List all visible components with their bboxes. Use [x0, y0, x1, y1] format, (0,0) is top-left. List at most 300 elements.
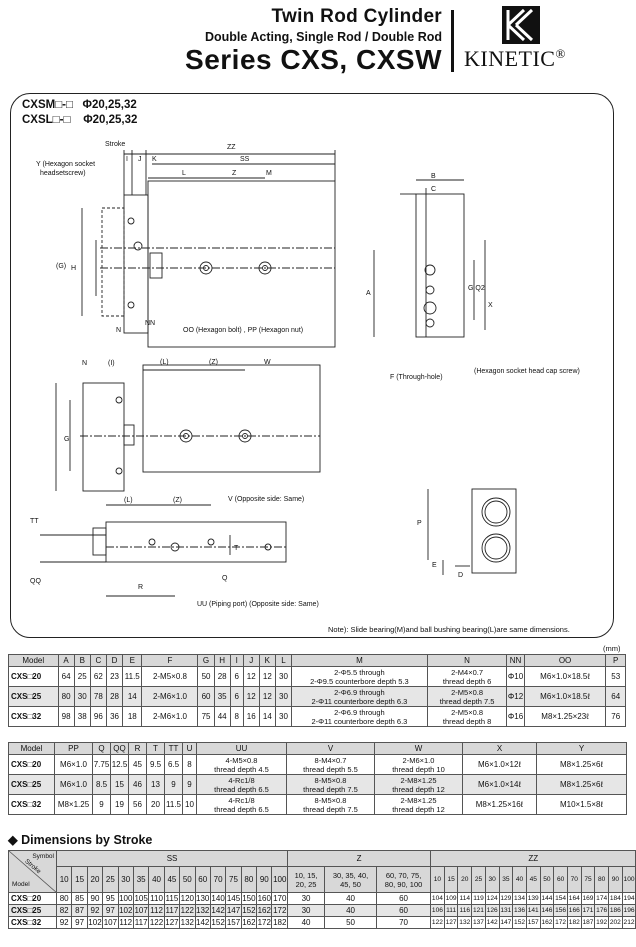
table-cell: 164 — [567, 893, 581, 905]
table-cell: 102 — [88, 917, 102, 927]
label-stroke: Stroke — [105, 141, 126, 148]
label-z-par2: (Z) — [173, 497, 182, 504]
body-top — [148, 181, 335, 347]
dimension-table-1 — [8, 654, 626, 727]
header-cell: J — [243, 655, 259, 667]
stroke-header: 15 — [444, 867, 458, 893]
header-cell: P — [606, 655, 626, 667]
label-z-par: (Z) — [209, 359, 218, 366]
table-cell: 129 — [499, 893, 513, 905]
table-cell: 145 — [226, 893, 241, 903]
header-cell: QQ — [111, 743, 129, 755]
header-cell: L — [275, 655, 291, 667]
table-cell: 162 — [257, 905, 271, 915]
stroke-header: 40 — [513, 867, 527, 893]
label-ss: SS — [240, 156, 250, 163]
table-cell: 2-M8×1.25 thread depth 12 — [375, 795, 463, 815]
table-cell: 30 — [275, 707, 291, 727]
table-cell: 115 — [165, 893, 179, 903]
subtitle: Double Acting, Single Rod / Double Rod — [204, 30, 442, 44]
table-cell: 131 — [499, 905, 513, 917]
stroke-header: 60 — [554, 867, 568, 893]
label-g-par: (G) — [56, 263, 67, 270]
table-cell: 9 — [183, 775, 197, 795]
label-j: J — [138, 156, 142, 163]
bore-sizes: Φ20,25,32 — [82, 99, 137, 111]
table-cell: 4-M5×0.8 thread depth 4.5 — [197, 755, 287, 775]
table-cell: 80 — [58, 687, 74, 707]
side-view — [416, 194, 464, 337]
stroke-header: 50 — [540, 867, 554, 893]
stroke-header: 80 — [595, 867, 609, 893]
table-cell: 30 — [275, 667, 291, 687]
header-cell: G — [198, 655, 214, 667]
stroke-header: 75 — [226, 867, 241, 893]
table-cell: 121 — [472, 905, 486, 917]
stroke-header: 20 — [87, 867, 102, 893]
dimension-table-2 — [8, 742, 627, 815]
table-cell: CXS□25 — [9, 905, 57, 917]
table-cell: Φ12 — [507, 687, 524, 707]
table-row — [9, 795, 627, 815]
label-d: D — [458, 572, 464, 579]
stroke-group-header: 30, 35, 40, 45, 50 — [325, 867, 377, 893]
front-end-plate — [83, 383, 124, 491]
table-cell: CXS□20 — [9, 667, 59, 687]
label-f-hole: F (Through-hole) — [390, 374, 443, 381]
table-cell: 10 — [183, 795, 197, 815]
label-p: P — [417, 520, 422, 527]
table-cell: 2-Φ6.9 through 2-Φ11 counterbore depth 6.3 — [292, 707, 428, 727]
stroke-header: 75 — [581, 867, 595, 893]
table-cell: 142 — [485, 917, 499, 929]
table-cell: 156 — [554, 905, 568, 917]
table-cell: 30 — [74, 687, 90, 707]
label-c: C — [431, 186, 437, 193]
label-n: N — [116, 327, 122, 334]
table-cell: 8-M4×0.7 thread depth 5.5 — [287, 755, 375, 775]
table-cell: 174 — [595, 893, 609, 905]
label-tt: TT — [30, 518, 39, 525]
corner-cell — [9, 851, 57, 893]
table-cell: 78 — [90, 687, 106, 707]
stroke-header: 100 — [622, 867, 636, 893]
table-cell: 11.5 — [165, 795, 183, 815]
table-cell: 13 — [147, 775, 165, 795]
table-cell: CXS□25 — [9, 687, 59, 707]
stroke-section-title-text: Dimensions by Stroke — [21, 833, 153, 847]
header-cell: W — [375, 743, 463, 755]
front-body — [143, 365, 320, 472]
end-plate-top — [124, 195, 148, 333]
stroke-header: 35 — [133, 867, 148, 893]
table-cell: M6×1.0×12ℓ — [463, 755, 537, 775]
group-header-ss: SS — [57, 851, 288, 867]
table-cell: 112 — [150, 905, 163, 915]
label-r: R — [138, 584, 144, 591]
group-header-z: Z — [288, 851, 431, 867]
table-cell: 98 — [58, 707, 74, 727]
stroke-header: 45 — [164, 867, 179, 893]
label-x: X — [488, 302, 493, 309]
table-cell: 186 — [609, 905, 623, 917]
table-cell: 80 — [57, 893, 72, 905]
bottom-end-plate — [93, 528, 106, 555]
table-cell: 96 — [90, 707, 106, 727]
table-cell: 18 — [123, 707, 142, 727]
table-cell: 152 — [513, 917, 527, 929]
table-cell: CXS□20 — [9, 893, 57, 905]
table-cell: 127 — [165, 917, 179, 927]
header-cell: C — [90, 655, 106, 667]
table-cell: 107 — [103, 917, 118, 927]
table-cell: 122 — [180, 905, 194, 915]
table-cell: 105 — [134, 893, 148, 903]
label-g: G — [64, 436, 70, 443]
table-header-row — [9, 743, 627, 755]
table-cell: 157 — [226, 917, 241, 927]
table-cell: 107 — [134, 905, 148, 915]
table-cell: 75 — [198, 707, 214, 727]
label-qq: QQ — [30, 578, 41, 585]
table-cell: 92 — [87, 905, 102, 917]
header-cell: I — [230, 655, 243, 667]
table-cell: 9.5 — [147, 755, 165, 775]
table-cell: 102 — [119, 905, 133, 915]
label-l-par: (L) — [160, 359, 169, 366]
table-cell: 172 — [257, 917, 271, 927]
table-cell: Φ10 — [507, 667, 524, 687]
stroke-group-header: 60, 70, 75, 80, 90, 100 — [377, 867, 431, 893]
table-row — [9, 687, 626, 707]
table-cell: 8-M5×0.8 thread depth 7.5 — [287, 795, 375, 815]
stroke-header: 100 — [272, 867, 288, 893]
table-cell: 30 — [275, 687, 291, 707]
table-cell: 50 — [325, 917, 377, 929]
table-cell: CXS□32 — [9, 707, 59, 727]
table-cell: 119 — [472, 893, 486, 905]
stroke-section-title: ◆ Dimensions by Stroke — [8, 833, 153, 847]
table-cell: 176 — [595, 905, 609, 917]
table-cell: 14 — [259, 707, 275, 727]
table-cell: 136 — [513, 905, 527, 917]
label-l-par2: (L) — [124, 497, 133, 504]
header-cell: F — [142, 655, 198, 667]
table-cell: 2-M5×0.8 thread depth 7.5 — [427, 687, 507, 707]
table-cell: 182 — [567, 917, 581, 929]
header-cell: N — [427, 655, 507, 667]
table-cell: M6×1.0×18.5ℓ — [524, 687, 606, 707]
table-cell: 140 — [211, 893, 225, 903]
stroke-header: 30 — [485, 867, 499, 893]
table-cell: 2-M5×0.8 — [142, 667, 198, 687]
table-cell: 2-M5×0.8 thread depth 8 — [427, 707, 507, 727]
table-cell: 90 — [87, 893, 102, 905]
table-cell: 45 — [129, 755, 147, 775]
stroke-header: 60 — [195, 867, 210, 893]
table-cell: 170 — [273, 893, 287, 903]
table-cell: 19 — [111, 795, 129, 815]
stroke-header: 15 — [72, 867, 87, 893]
model-code: CXSM□-□ — [22, 99, 73, 111]
stroke-header: 10 — [431, 867, 445, 893]
table-cell: 60 — [377, 905, 431, 917]
table-cell: 12 — [259, 667, 275, 687]
table-cell: 2-M8×1.25 thread depth 12 — [375, 775, 463, 795]
table-cell: 137 — [472, 917, 486, 929]
table-cell: 202 — [609, 917, 623, 929]
table-cell: 97 — [103, 905, 118, 917]
table-cell: 16 — [243, 707, 259, 727]
table-cell: 35 — [214, 687, 230, 707]
table-cell: CXS□32 — [9, 795, 55, 815]
table-cell: 70 — [377, 917, 431, 929]
table-cell: 112 — [119, 917, 133, 927]
table-cell: 122 — [149, 917, 164, 927]
stroke-header: 50 — [180, 867, 195, 893]
table-cell: 6 — [230, 687, 243, 707]
brand-text: KINETIC — [464, 46, 556, 71]
header-cell: OO — [524, 655, 606, 667]
table-cell: 12 — [243, 687, 259, 707]
table-cell: 2-M6×1.0 — [142, 707, 198, 727]
label-m: M — [266, 170, 272, 177]
table-cell: 12 — [243, 667, 259, 687]
table-cell: 25 — [74, 667, 90, 687]
label-h: H — [71, 265, 77, 272]
table-cell: 28 — [214, 667, 230, 687]
header-cell: Model — [9, 655, 59, 667]
table-cell: 40 — [325, 905, 377, 917]
table-cell: CXS□32 — [9, 917, 57, 929]
table-cell: 160 — [257, 893, 271, 903]
table-cell: 8.5 — [93, 775, 111, 795]
bore-sizes: Φ20,25,32 — [83, 114, 138, 126]
header-cell: T — [147, 743, 165, 755]
table-cell: 76 — [606, 707, 626, 727]
header-cell: Q — [93, 743, 111, 755]
table-cell: 30 — [288, 905, 325, 917]
table-cell: 2-Φ5.5 through 2-Φ9.5 counterbore depth 5.3 — [292, 667, 428, 687]
table-cell: 116 — [458, 905, 472, 917]
table-cell: 14 — [123, 687, 142, 707]
table-row — [9, 917, 636, 929]
table-cell: M8×1.25×16ℓ — [463, 795, 537, 815]
table-cell: M6×1.0×14ℓ — [463, 775, 537, 795]
table-cell: 172 — [554, 917, 568, 929]
stroke-header: 10 — [57, 867, 72, 893]
group-header-zz: ZZ — [431, 851, 636, 867]
table-cell: 132 — [196, 905, 210, 915]
label-k: K — [152, 156, 157, 163]
table-cell: 162 — [540, 917, 554, 929]
stroke-header: 90 — [257, 867, 272, 893]
header-cell: UU — [197, 743, 287, 755]
table-cell: 192 — [595, 917, 609, 929]
table-cell: 4-Rc1/8 thread depth 6.5 — [197, 795, 287, 815]
table-cell: M6×1.0×18.5ℓ — [524, 667, 606, 687]
table-cell: 20 — [147, 795, 165, 815]
header-cell: A — [58, 655, 74, 667]
table-cell: M10×1.5×8ℓ — [537, 795, 627, 815]
table-cell: 4-Rc1/8 thread depth 6.5 — [197, 775, 287, 795]
table-cell: 146 — [540, 905, 554, 917]
label-t: T — [234, 545, 239, 552]
table-cell: 11.5 — [123, 667, 142, 687]
stroke-header: 45 — [526, 867, 540, 893]
table-cell: 82 — [57, 905, 72, 917]
table-cell: 87 — [72, 905, 87, 917]
stroke-header: 30 — [118, 867, 133, 893]
corner-corner_stroke: Stroke — [23, 857, 43, 876]
table-cell: 8-M5×0.8 thread depth 7.5 — [287, 775, 375, 795]
header-cell: E — [123, 655, 142, 667]
table-cell: 85 — [72, 893, 87, 905]
table-cell: M8×1.25×6ℓ — [537, 755, 627, 775]
header-cell: Model — [9, 743, 55, 755]
label-oo-pp: OO (Hexagon bolt) , PP (Hexagon nut) — [183, 327, 304, 334]
table-cell: 12.5 — [111, 755, 129, 775]
label-n2: N — [82, 360, 88, 367]
header-cell: PP — [55, 743, 93, 755]
bottom-body — [106, 522, 286, 562]
table-cell: 157 — [526, 917, 540, 929]
table-cell: 117 — [134, 917, 148, 927]
table-cell: 194 — [622, 893, 636, 905]
table-cell: 139 — [526, 893, 540, 905]
table-cell: 142 — [196, 917, 210, 927]
table-cell: 7.75 — [93, 755, 111, 775]
label-y-hex: Y (Hexagon socket — [36, 161, 96, 168]
table-row — [9, 707, 626, 727]
table-cell: 106 — [431, 905, 445, 917]
label-w: W — [264, 359, 271, 366]
table-cell: 12 — [259, 687, 275, 707]
table-cell: 130 — [196, 893, 210, 903]
table-cell: 8 — [230, 707, 243, 727]
table-cell: 30 — [288, 893, 325, 905]
table-cell: 104 — [431, 893, 445, 905]
table-row — [9, 905, 636, 917]
label-l: L — [182, 170, 186, 177]
header-cell: X — [463, 743, 537, 755]
header-cell: U — [183, 743, 197, 755]
header-cell: R — [129, 743, 147, 755]
header-cell: NN — [507, 655, 524, 667]
table-cell: Φ16 — [507, 707, 524, 727]
stroke-header: 70 — [567, 867, 581, 893]
table-header-row — [9, 867, 636, 893]
table-cell: 9 — [93, 795, 111, 815]
table-cell: CXS□25 — [9, 775, 55, 795]
table-cell: 162 — [242, 917, 256, 927]
table-cell: 124 — [485, 893, 499, 905]
header-cell: K — [259, 655, 275, 667]
table-cell: 132 — [180, 917, 194, 927]
table-cell: 2-Φ6.9 through 2-Φ11 counterbore depth 6.3 — [292, 687, 428, 707]
label-i-par: (I) — [108, 360, 115, 367]
table-cell: 64 — [606, 687, 626, 707]
table-cell: 50 — [198, 667, 214, 687]
header-cell: V — [287, 743, 375, 755]
table-cell: 6 — [230, 667, 243, 687]
table-cell: M6×1.0 — [55, 775, 93, 795]
header-cell: Y — [537, 743, 627, 755]
table-cell: 46 — [129, 775, 147, 795]
table-cell: 109 — [444, 893, 458, 905]
table-cell: 152 — [242, 905, 256, 915]
stroke-header: 35 — [499, 867, 513, 893]
table-header-row — [9, 655, 626, 667]
label-y-hex2: headsetscrew) — [40, 170, 86, 177]
table-cell: 36 — [106, 707, 122, 727]
table-cell: 122 — [431, 917, 445, 929]
table-cell: 60 — [377, 893, 431, 905]
table-cell: 147 — [499, 917, 513, 929]
table-cell: 114 — [458, 893, 472, 905]
table-cell: 212 — [622, 917, 636, 929]
table-cell: 40 — [288, 917, 325, 929]
label-a: A — [366, 290, 371, 297]
registered-mark: ® — [555, 46, 566, 61]
label-hex-cap: (Hexagon socket head cap screw) — [474, 368, 580, 375]
table-cell: 147 — [226, 905, 241, 915]
table-cell: 152 — [211, 917, 225, 927]
table-cell: 141 — [526, 905, 540, 917]
title: Twin Rod Cylinder — [271, 6, 442, 27]
series-title: Series CXS, CXSW — [185, 44, 442, 75]
stroke-header: 90 — [609, 867, 623, 893]
table-cell: 100 — [119, 893, 133, 903]
table-cell: 182 — [273, 917, 287, 927]
table-cell: 187 — [581, 917, 595, 929]
table-cell: 184 — [609, 893, 623, 905]
table-cell: 9 — [165, 775, 183, 795]
table-cell: 150 — [242, 893, 256, 903]
table-cell: 111 — [444, 905, 458, 917]
header-cell: D — [106, 655, 122, 667]
header-cell: B — [74, 655, 90, 667]
table-cell: 142 — [211, 905, 225, 915]
header-cell: TT — [165, 743, 183, 755]
table-cell: 56 — [129, 795, 147, 815]
corner-corner_symbol: Symbol — [32, 853, 54, 860]
table-cell: 134 — [513, 893, 527, 905]
stroke-header: 70 — [210, 867, 225, 893]
table-cell: 53 — [606, 667, 626, 687]
label-e: E — [432, 562, 437, 569]
table-row — [9, 755, 627, 775]
label-nn: NN — [145, 320, 156, 327]
table-cell: 92 — [57, 917, 72, 929]
table-cell: 97 — [72, 917, 87, 929]
table-cell: CXS□20 — [9, 755, 55, 775]
table-cell: 8 — [183, 755, 197, 775]
table-cell: M8×1.25×6ℓ — [537, 775, 627, 795]
table-cell: M8×1.25 — [55, 795, 93, 815]
table-cell: 2-M6×1.0 thread depth 10 — [375, 755, 463, 775]
table-cell: 28 — [106, 687, 122, 707]
table-row — [9, 775, 627, 795]
table-cell: M6×1.0 — [55, 755, 93, 775]
table-cell: 154 — [554, 893, 568, 905]
table-cell: 95 — [103, 893, 118, 905]
table-cell: 6.5 — [165, 755, 183, 775]
table-row — [9, 667, 626, 687]
table-cell: 64 — [58, 667, 74, 687]
label-uu: UU (Piping port) (Opposite side: Same) — [197, 601, 319, 608]
table-cell: 44 — [214, 707, 230, 727]
